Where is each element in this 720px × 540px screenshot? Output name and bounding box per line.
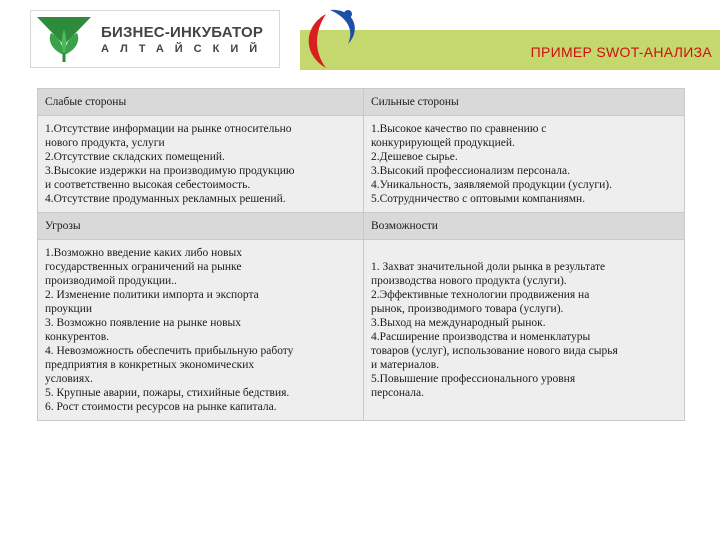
weaknesses-header: Слабые стороны [38,89,364,116]
swot-table [37,88,685,421]
list-item: 5.Повышение профессионального уровня [371,373,576,385]
table-row [38,240,685,421]
list-item: 2. Изменение политики импорта и экспорта [45,289,259,301]
weaknesses-cell [38,116,364,213]
list-item: проукции [45,303,93,315]
list-item: предприятия в конкретных экономических [45,359,255,371]
list-item: 4. Невозможность обеспечить прибыльную работу [45,345,294,357]
list-item: 4.Отсутствие продуманных рекламных решений. [45,193,286,205]
list-item: 3.Высокий профессионализм персонала. [371,165,570,177]
list-item: производства нового продукта (услуги). [371,275,567,287]
incubator-logo-icon [33,11,95,67]
list-item: 2.Дешевое сырье. [371,151,458,163]
threats-cell [38,240,364,421]
list-item: государственных ограничений на рынке [45,261,242,273]
list-item: 1. Захват значительной доли рынка в результате [371,261,606,273]
threats-header: Угрозы [38,213,364,240]
list-item: 4.Расширение производства и номенклатуры [371,331,591,343]
list-item: товаров (услуг), использование нового вида сырья [371,345,618,357]
list-item: конкурентов. [45,331,110,343]
table-row [38,116,685,213]
list-item: 6. Рост стоимости ресурсов на рынке капитала. [45,401,277,413]
list-item: 3.Высокие издержки на производимую продукцию [45,165,295,177]
list-item: условиях. [45,373,93,385]
list-item: конкурирующей продукцией. [371,137,515,149]
logo-subtitle: АЛТАЙСКИЙ [101,42,269,55]
list-item: 3. Возможно появление на рынке новых [45,317,242,329]
slide-title: ПРИМЕР SWOT-АНАЛИЗА [530,44,712,60]
logo [30,10,280,68]
strengths-cell [364,116,685,213]
logo-title: БИЗНЕС-ИНКУБАТОР [101,23,264,41]
list-item: 1.Отсутствие информации на рынке относительно [45,123,292,135]
table-row [38,89,685,116]
list-item: 5.Сотрудничество с оптовыми компаниямн. [371,193,586,205]
opportunities-header: Возможности [364,213,685,240]
list-item: производимой продукции.. [45,275,177,287]
list-item: 5. Крупные аварии, пожары, стихийные бедствия. [45,387,290,399]
list-item: рынок, производимого товара (услуги). [371,303,564,315]
list-item: 2.Отсутствие складских помещений. [45,151,225,163]
swoosh-logo-icon [296,4,364,74]
strengths-header: Сильные стороны [364,89,685,116]
list-item: персонала. [371,387,424,399]
list-item: и соответственно высокая себестоимость. [45,179,251,191]
list-item: и материалов. [371,359,440,371]
list-item: 3.Выход на международный рынок. [371,317,546,329]
opportunities-cell [364,240,685,421]
list-item: 2.Эффективные технологии продвижения на [371,289,590,301]
list-item: 1.Возможно введение каких либо новых [45,247,242,259]
table-row [38,213,685,240]
list-item: нового продукта, услуги [45,137,165,149]
list-item: 4.Уникальность, заявляемой продукции (услуги). [371,179,612,191]
list-item: 1.Высокое качество по сравнению с [371,123,547,135]
